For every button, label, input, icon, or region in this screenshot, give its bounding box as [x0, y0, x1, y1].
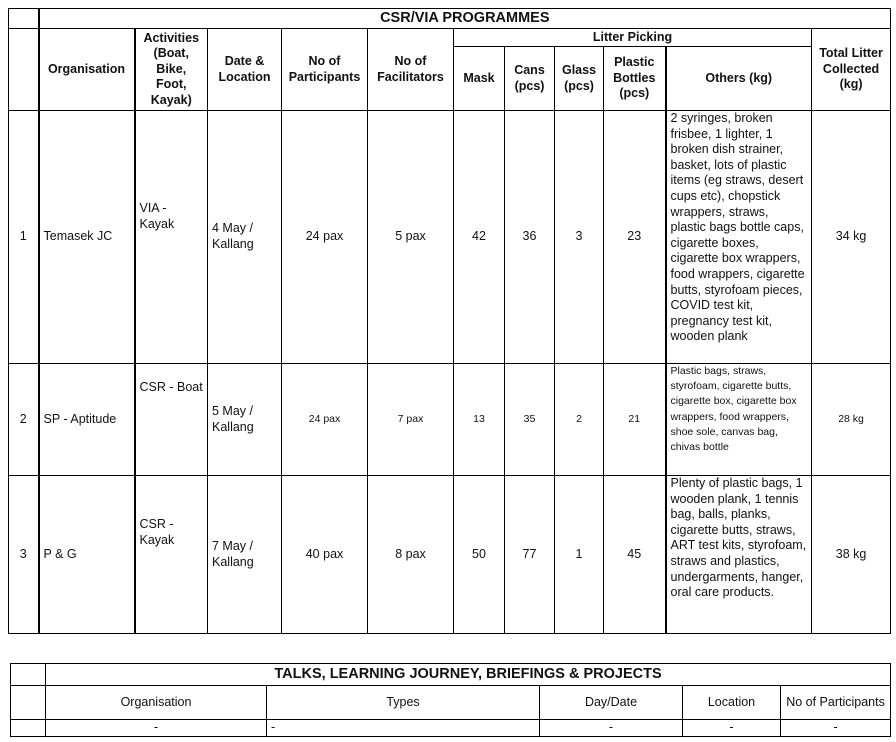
total-cell: 34 kg — [812, 111, 891, 364]
total-cell: 38 kg — [812, 476, 891, 634]
activity-cell: VIA - Kayak — [135, 111, 208, 364]
table-row — [9, 364, 891, 476]
plastic-bottles-cell: 21 — [604, 364, 666, 476]
participants-cell: 24 pax — [282, 364, 368, 476]
glass-cell: 1 — [555, 476, 604, 634]
talks-table — [10, 663, 891, 737]
csr-title: CSR/VIA PROGRAMMES — [39, 9, 891, 29]
total-litter-header: Total Litter Collected (kg) — [812, 29, 891, 111]
index-header — [9, 29, 39, 111]
organisation-cell: Temasek JC — [39, 111, 135, 364]
others-cell: Plastic bags, straws, styrofoam, cigarette butts, cigarette box, cigarette box wrappers, food wrappers, shoe sole, canvas bag, chivas bottle — [666, 364, 812, 476]
plastic-bottles-cell: 45 — [604, 476, 666, 634]
others-header: Others (kg) — [666, 47, 812, 111]
participants-header: No of Participants — [282, 29, 368, 111]
index-header — [11, 686, 46, 720]
csr-programmes-table — [8, 8, 891, 634]
talks-types-cell: - — [267, 720, 540, 737]
glass-cell: 2 — [555, 364, 604, 476]
date-location-cell: 7 May / Kallang — [208, 476, 282, 634]
talks-participants-cell: - — [781, 720, 891, 737]
talks-location-header: Location — [683, 686, 781, 720]
facilitators-cell: 7 pax — [368, 364, 454, 476]
row-index — [11, 720, 46, 737]
total-cell: 28 kg — [812, 364, 891, 476]
row-index: 3 — [9, 476, 39, 634]
glass-cell: 3 — [555, 111, 604, 364]
facilitators-header: No of Facilitators — [368, 29, 454, 111]
talks-types-header: Types — [267, 686, 540, 720]
table-row — [11, 720, 891, 737]
others-cell: 2 syringes, broken frisbee, 1 lighter, 1 broken dish strainer, basket, lots of plastic items (eg straws, desert cups etc), chopstick wrappers, straws, plastic bags bottle caps, cigarette boxes, cigarette box wrappers, food wrappers, cigarette butts, styrofoam pieces, COVID test kit, pregnancy test kit, wooden plank — [666, 111, 812, 364]
others-cell: Plenty of plastic bags, 1 wooden plank, 1 tennis bag, balls, planks, cigarette butts, straws, ART test kits, styrofoam, straws and plastics, undergarments, hanger, oral care products. — [666, 476, 812, 634]
talks-title: TALKS, LEARNING JOURNEY, BRIEFINGS & PROJECTS — [46, 664, 891, 686]
mask-cell: 13 — [454, 364, 505, 476]
organisation-cell: P & G — [39, 476, 135, 634]
talks-location-cell: - — [683, 720, 781, 737]
mask-cell: 50 — [454, 476, 505, 634]
cans-cell: 77 — [505, 476, 555, 634]
facilitators-cell: 8 pax — [368, 476, 454, 634]
corner-cell — [9, 9, 39, 29]
participants-cell: 40 pax — [282, 476, 368, 634]
corner-cell — [11, 664, 46, 686]
talks-organisation-cell: - — [46, 720, 267, 737]
litter-picking-header: Litter Picking — [454, 29, 812, 47]
talks-organisation-header: Organisation — [46, 686, 267, 720]
activity-cell: CSR - Boat — [135, 364, 208, 476]
activities-header: Activities (Boat, Bike, Foot, Kayak) — [135, 29, 208, 111]
date-location-cell: 4 May / Kallang — [208, 111, 282, 364]
date-location-cell: 5 May / Kallang — [208, 364, 282, 476]
organisation-cell: SP - Aptitude — [39, 364, 135, 476]
activity-cell: CSR - Kayak — [135, 476, 208, 634]
row-index: 2 — [9, 364, 39, 476]
talks-day-date-cell: - — [540, 720, 683, 737]
participants-cell: 24 pax — [282, 111, 368, 364]
cans-header: Cans (pcs) — [505, 47, 555, 111]
date-location-header: Date & Location — [208, 29, 282, 111]
cans-cell: 36 — [505, 111, 555, 364]
talks-participants-header: No of Participants — [781, 686, 891, 720]
organisation-header: Organisation — [39, 29, 135, 111]
table-row — [9, 476, 891, 634]
plastic-bottles-cell: 23 — [604, 111, 666, 364]
talks-day-date-header: Day/Date — [540, 686, 683, 720]
row-index: 1 — [9, 111, 39, 364]
facilitators-cell: 5 pax — [368, 111, 454, 364]
mask-header: Mask — [454, 47, 505, 111]
table-row — [9, 111, 891, 364]
glass-header: Glass (pcs) — [555, 47, 604, 111]
cans-cell: 35 — [505, 364, 555, 476]
plastic-bottles-header: Plastic Bottles (pcs) — [604, 47, 666, 111]
mask-cell: 42 — [454, 111, 505, 364]
